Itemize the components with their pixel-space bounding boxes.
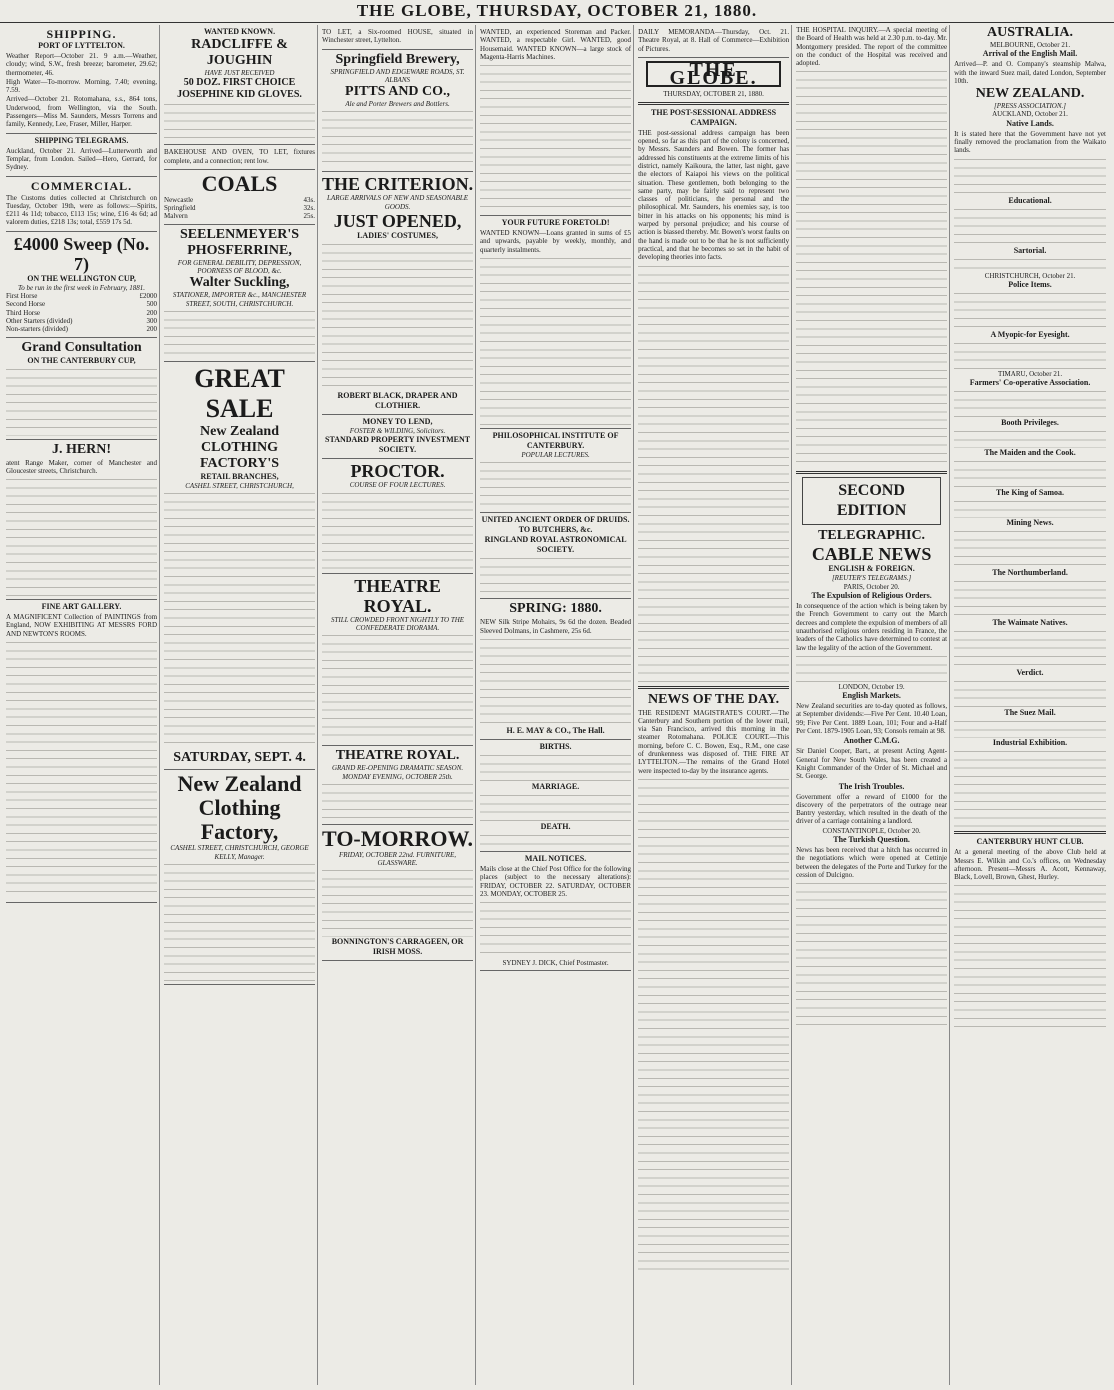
telegrams-heading: SHIPPING TELEGRAMS. [34, 135, 129, 145]
sale-sub1: New Zealand [200, 423, 279, 439]
memoranda-text: DAILY MEMORANDA—Thursday, Oct. 21. Theatre Royal, at 8. Hall of Commerce—Exhibition of Pictures. [638, 28, 790, 53]
london-dateline: LONDON, October 19. [838, 682, 905, 691]
prize-row [6, 292, 157, 300]
philosophical-advert [480, 429, 631, 513]
sale-sub4: CASHEL STREET, CHRISTCHURCH, [185, 481, 294, 490]
column-body-text [796, 880, 947, 1030]
prize-value: £2000 [139, 292, 158, 301]
australia-title: AUSTRALIA. [987, 25, 1074, 40]
great-sale-advert [164, 362, 315, 770]
brewery-advert [322, 50, 473, 173]
radcliffe-title: RADCLIFFE & JOUGHIN [191, 37, 288, 68]
notice-body-text [480, 832, 631, 848]
column-body-text [954, 156, 1106, 196]
advert-body-text [164, 101, 315, 141]
prize-list [6, 292, 157, 333]
phil-title: PHILOSOPHICAL INSTITUTE OF CANTERBURY. [492, 431, 619, 451]
death-title: DEATH. [540, 821, 571, 831]
prize-value: 500 [146, 300, 158, 309]
paper-title: THE GLOBE. [646, 61, 781, 88]
hunt-title: CANTERBURY HUNT CLUB. [976, 837, 1084, 847]
advert-body-text [480, 636, 631, 726]
hunt-text: At a general meeting of the above Club held at Messrs E. Wilkin and Co.'s offices, on Wednesday afternoon. Present—Messrs A. Acott, Kennaway, Black, Lovell, Brown, Ghest, Hurley. [954, 848, 1106, 882]
news-title: NEWS OF THE DAY. [647, 691, 780, 707]
melbourne-text: Arrived—P. and O. Company's steamship Malwa, with the inward Suez mail, dated London, September 10th. [954, 60, 1106, 85]
prize-value: 200 [146, 308, 158, 317]
wanted-ads [480, 25, 631, 216]
coal-label: Newcastle [164, 195, 194, 204]
native-title: Native Lands. [1006, 118, 1054, 128]
commercial-text: The Customs duties collected at Christchurch on Tuesday, October 19th, were as follows:—Spirits, £211 4s 11d; tobacco, £113 15s; wine, £16 4s 6d; ad valorem duties, £218 13s; total, £559 17s 5d. [6, 193, 158, 227]
divider [954, 831, 1106, 834]
consultation-advert [6, 338, 157, 440]
wanted-known: WANTED KNOWN. [203, 27, 276, 36]
hospital-text: THE HOSPITAL INQUIRY.—A special meeting of the Board of Health was held at 2.30 p.m. to-day. Mr. Montgomery presided. The report of the committee on the conduct of the Hospital was received and adopted. [796, 26, 948, 68]
prize-value: 300 [146, 316, 158, 325]
phil-sub: POPULAR LECTURES. [521, 451, 590, 460]
brewery-title: Springfield Brewery, [335, 51, 460, 67]
prize-row [6, 300, 157, 308]
const-title: The Turkish Question. [833, 835, 910, 845]
const-text: News has been received that a hitch has occurred in the negotiations which were opened at Cettinje between the delegates of the Porte and Turkey for the cession of Dulcigno. [796, 846, 948, 879]
high-water: High Water—To-morrow. Morning, 7.40; evening, 7.59. [6, 77, 158, 95]
advert-body-text [6, 366, 157, 436]
sweep-sub: ON THE WELLINGTON CUP, [27, 273, 136, 283]
sweep-note: To be run in the first week in February, 1881. [17, 283, 146, 292]
radcliffe-big: 50 DOZ. FIRST CHOICE JOSEPHINE KID GLOVES. [177, 77, 302, 101]
coal-row [164, 212, 315, 220]
column-body-text [954, 578, 1106, 618]
column-body-text [954, 528, 1106, 568]
bakehouse-text: BAKEHOUSE AND OVEN, TO LET, fixtures complete, and a connection; rent low. [164, 148, 316, 165]
criterion-title: THE CRITERION. [322, 174, 474, 195]
advert-body-text [322, 490, 473, 570]
native-text: It is stated here that the Government have not yet finally removed the proclamation from the Waikato lands. [954, 129, 1106, 155]
druids-advert [480, 513, 631, 599]
theatre2-sub: GRAND RE-OPENING DRAMATIC SEASON. MONDAY EVENING, OCTOBER 25th. [331, 764, 464, 781]
advert-body-text [322, 781, 473, 821]
sale-title: GREAT SALE [194, 363, 285, 423]
prize-label: Non-starters (divided) [6, 325, 69, 334]
gallery-advert [6, 600, 157, 903]
shipping-section [6, 25, 157, 134]
bakehouse-advert [164, 145, 315, 170]
column-1 [6, 25, 160, 1385]
prize-label: Third Horse [6, 308, 41, 317]
farmers-title: Farmers' Co-operative Association. [969, 378, 1091, 388]
coals-title: COALS [201, 170, 278, 196]
advert-body-text [480, 459, 631, 509]
memoranda [638, 25, 789, 58]
marriage-title: MARRIAGE. [531, 781, 580, 791]
advert-body-text [322, 632, 473, 742]
irish-text: Government offer a reward of £1000 for the discovery of the perpetrators of the outrage near Bantry yesterday, which resulted in the death of the driver of a carriage containing a landlord. [796, 792, 948, 826]
mail-title: MAIL NOTICES. [524, 853, 587, 863]
masthead: THE GLOBE, THURSDAY, OCTOBER 21, 1880. [0, 0, 1114, 23]
money-title: MONEY TO LEND, [362, 417, 433, 427]
ringland-title: RINGLAND ROYAL ASTRONOMICAL SOCIETY. [484, 535, 627, 555]
theatre2-title: THEATRE ROYAL. [335, 748, 460, 764]
verdict-title: Verdict. [1016, 668, 1044, 678]
industrial-title: Industrial Exhibition. [992, 738, 1068, 748]
foster-text: FOSTER & WILDING, Solicitors. [349, 427, 446, 436]
butchers-title: TO BUTCHERS, &c. [518, 525, 593, 535]
opened-title: JUST OPENED, [333, 211, 462, 232]
consultation-title: Grand Consultation [21, 339, 142, 355]
sweep-advert [6, 232, 157, 338]
hern-text: atent Range Maker, corner of Manchester and Gloucester streets, Christchurch. [6, 458, 158, 475]
phosferrine-advert [164, 225, 315, 362]
article-text: THE post-sessional address campaign has been opened, so far as this part of the colony is concerned, by Messrs. Saunders and Bowen. The former has addressed his constituents at the extreme limits of his district, namely Kaikoura, the latter, last night, gave the electors of Kaiapoi his views on the political situation. These gentlemen, both belonging to the same party, may be fairly said to represent two classes of politicians, the personal and the philosophical. Mr. Saunders, his enemies say, is too bitter in his attacks on his opponents; his mind is warped by personal prejudice; and his course of action is biassed thereby. Mr. Bowen's worst faults on the hand is made out to be that he is not sufficiently practical, and that he becomes so set in the habit of developing theories into facts. [638, 128, 790, 262]
samoa-title: The King of Samoa. [996, 488, 1065, 498]
clothing-factory-advert [164, 770, 315, 985]
column-body-text [954, 428, 1106, 448]
wanted-text: WANTED, an experienced Storeman and Packer. WANTED, a respectable Girl. WANTED, good Housemaid. WANTED KNOWN—a large stock of Magenta-Harris Machines. [480, 28, 632, 61]
radcliffe-sub: HAVE JUST RECEIVED [204, 69, 275, 77]
column-body-text [954, 718, 1106, 738]
advert-body-text [164, 308, 315, 358]
paris-dateline: PARIS, October 20. [843, 582, 900, 591]
police-title: Police Items. [1008, 279, 1052, 289]
factory-sub: CASHEL STREET, CHRISTCHURCH, GEORGE KELLY, Manager. [170, 844, 309, 861]
telegraphic-title: TELEGRAPHIC. [818, 528, 926, 544]
prize-label: First Horse [6, 292, 38, 301]
proctor-advert [322, 459, 473, 573]
myopic-title: A Myopic-for Eyesight. [990, 329, 1070, 339]
reuters-line: [REUTER'S TELEGRAMS.] [831, 574, 912, 583]
column-body-text [954, 458, 1106, 488]
proctor-sub: COURSE OF FOUR LECTURES. [349, 481, 446, 490]
column-body-text [796, 68, 947, 468]
port-heading: PORT OF LYTTELTON. [38, 41, 125, 50]
notices-section [480, 740, 631, 852]
advert-body-text [480, 255, 631, 425]
prize-label: Second Horse [6, 300, 46, 309]
second-edition-box [802, 477, 941, 525]
pitts-text: Ale and Porter Brewers and Bottlers. [345, 100, 450, 109]
druids-title: UNITED ANCIENT ORDER OF DRUIDS. [481, 515, 630, 525]
advert-body-text [164, 861, 315, 981]
foretold-title: YOUR FUTURE FORETOLD! [501, 218, 610, 228]
column-body-text [954, 290, 1106, 330]
sale-sub3: RETAIL BRANCHES, [200, 471, 279, 481]
hern-title: J. HERN! [51, 441, 112, 457]
column-3 [322, 25, 476, 1385]
draper-title: ROBERT BLACK, DRAPER AND CLOTHIER. [337, 391, 458, 411]
coal-label: Springfield [164, 204, 196, 213]
paper-date: THURSDAY, OCTOBER 21, 1880. [663, 90, 764, 99]
criterion-advert [322, 172, 473, 415]
coal-price: 43s. [303, 195, 316, 204]
tomorrow-title: TO-MORROW. [322, 825, 474, 851]
shipping-heading: SHIPPING. [46, 27, 117, 41]
column-body-text [954, 498, 1106, 518]
gallery-text: A MAGNIFICENT Collection of PAINTINGS from England, NOW EXHIBITING AT MESSRS FORD AND NEWTON'S ROOMS. [6, 613, 158, 638]
column-5 [638, 25, 792, 1385]
suez-title: The Suez Mail. [1004, 708, 1056, 718]
press-assoc: [PRESS ASSOCIATION.] [994, 102, 1066, 111]
coal-price: 25s. [303, 212, 316, 221]
column-body-text [954, 628, 1106, 668]
cmg-text: Sir Daniel Cooper, Bart., at present Acting Agent-General for New South Wales, has been created a Knight Commander of the Order of St. Michael and St. George. [796, 747, 948, 781]
births-title: BIRTHS. [539, 741, 572, 751]
spring-title: SPRING: 1880. [509, 601, 602, 617]
column-body-text [954, 748, 1106, 828]
radcliffe-advert [164, 25, 315, 145]
article-body-text [638, 263, 789, 683]
column-6 [796, 25, 950, 1385]
coal-row [164, 196, 315, 204]
phosferrine-title: SEELENMEYER'S PHOSFERRINE, [180, 226, 300, 258]
melbourne-dateline: MELBOURNE, October 21. [989, 41, 1071, 49]
sweep-title: £4000 Sweep (No. 7) [13, 233, 150, 274]
prize-row [6, 317, 157, 325]
irish-title: The Irish Troubles. [838, 781, 905, 791]
column-body-text [796, 653, 947, 683]
notice-body-text [480, 899, 631, 959]
theatre-sub: STILL CROWDED FRONT NIGHTLY TO THE CONFEDERATE DIORAMA. [330, 615, 465, 632]
telegrams-text: Auckland, October 21. Arrived—Lutterworth and Templar, from London. Sailed—Hero, Gerrard, for Sydney. [6, 146, 158, 172]
suckling-title: Walter Suckling, [189, 275, 290, 291]
suckling-sub: STATIONER, IMPORTER &c., MANCHESTER STREET, SOUTH, CHRISTCHURCH. [172, 291, 307, 308]
shipping-telegrams [6, 134, 157, 177]
notice-body-text [480, 752, 631, 782]
coal-price: 32s. [303, 204, 316, 213]
commercial-section [6, 177, 157, 232]
commercial-heading: COMMERCIAL. [30, 178, 133, 193]
auckland-dateline: AUCKLAND, October 21. [992, 110, 1068, 119]
proctor-title: PROCTOR. [350, 461, 445, 482]
spring-advert [480, 599, 631, 740]
foretold-advert [480, 216, 631, 429]
second-edition-title: SECOND EDITION [836, 482, 907, 520]
divider [638, 102, 789, 105]
factory-title: New Zealand Clothing Factory, [177, 771, 302, 845]
theatre-advert [322, 574, 473, 747]
advert-body-text [6, 476, 157, 596]
coal-label: Malvern [164, 212, 188, 221]
hmay-title: H. E. MAY & CO., The Hall. [506, 725, 605, 735]
coal-row [164, 204, 315, 212]
advert-body-text [480, 555, 631, 595]
divider [796, 471, 947, 474]
prize-row [6, 309, 157, 317]
theatre2-advert [322, 746, 473, 825]
coals-advert [164, 170, 315, 225]
advert-body-text [322, 241, 473, 391]
notice-body-text [480, 792, 631, 822]
maiden-title: The Maiden and the Cook. [984, 448, 1076, 458]
northumberland-title: The Northumberland. [992, 568, 1068, 578]
brewery-sub: SPRINGFIELD AND EDGEWARE ROADS, ST. ALBANS [330, 67, 465, 84]
paris-text: In consequence of the action which is being taken by the French Government to carry out the March decrees and complete the expulsion of members of all unauthorised religious orders residing in France, the leaders of the Catholics have determined to contest at law the legality of the action of the Government. [796, 602, 948, 652]
const-dateline: CONSTANTINOPLE, October 20. [822, 826, 921, 835]
mail-text: Mails close at the Chief Post Office for the following places (subject to the necessary alterations): FRIDAY, OCTOBER 22. SATURDAY, OCTOBER 23. MONDAY, OCTOBER 25. [480, 864, 632, 898]
sale-date: SATURDAY, SEPT. 4. [173, 750, 306, 766]
advert-body-text [480, 62, 631, 212]
standard-title: STANDARD PROPERTY INVESTMENT SOCIETY. [325, 435, 471, 455]
tomorrow-sub: FRIDAY, OCTOBER 22nd. FURNITURE, GLASSWARE. [339, 850, 457, 868]
bonnington-title: BONNINGTON'S CARRAGEEN, OR IRISH MOSS. [331, 937, 464, 957]
sartorial-title: Sartorial. [1013, 245, 1047, 255]
column-body-text [954, 206, 1106, 246]
sale-sub2: CLOTHING FACTORY'S [199, 439, 280, 471]
christchurch-dateline: CHRISTCHURCH, October 21. [984, 271, 1076, 280]
column-body-text [954, 678, 1106, 708]
edu-title: Educational. [1008, 195, 1052, 205]
paris-title: The Expulsion of Religious Orders. [811, 591, 932, 601]
spring-text: NEW Silk Stripe Mohairs, 9s 6d the dozen. Beaded Sleeved Dolmans, in Cashmere, 25s 6d. [480, 618, 632, 635]
auction-advert [322, 825, 473, 962]
nz-title: NEW ZEALAND. [975, 86, 1085, 102]
news-body-text [638, 776, 789, 1276]
waimate-title: The Waimate Natives. [992, 618, 1068, 628]
weather-report: Weather Report—October 21. 9 a.m.—Weather, cloudy; wind, S.W., fresh breeze; barometer, 29.62; thermometer, 46. [6, 52, 158, 77]
column-body-text [954, 340, 1106, 370]
column-body-text [954, 388, 1106, 418]
advert-body-text [322, 867, 473, 937]
markets-text: New Zealand securities are to-day quoted as follows, at September dividends:—Five Per Cent. 10.40 Loan, 99; Five Per Cent. 1889 Loan, 101; Four and a-Half Per Cent. 1879-1905 Loan, 93; Consols remain at 98. [796, 702, 948, 736]
advert-body-text [6, 639, 157, 899]
cable-sub: ENGLISH & FOREIGN. [828, 564, 915, 574]
columns [6, 25, 1108, 1385]
cmg-title: Another C.M.G. [843, 736, 900, 746]
column-body-text [954, 256, 1106, 272]
loans-text: WANTED KNOWN—Loans granted in sums of £5 and upwards, payable by weekly, monthly, and quarterly instalments. [480, 229, 632, 254]
theatre-title: THEATRE ROYAL. [354, 575, 441, 616]
article-title: THE POST-SESSIONAL ADDRESS CAMPAIGN. [651, 107, 777, 127]
column-2 [164, 25, 318, 1385]
prize-value: 200 [146, 325, 158, 334]
pitts-title: PITTS AND CO., [345, 84, 451, 100]
cable-title: CABLE NEWS [811, 544, 932, 565]
divider [638, 686, 789, 689]
column-body-text [954, 882, 1106, 1032]
prize-row [6, 325, 157, 333]
hern-advert [6, 440, 157, 601]
timaru-dateline: TIMARU, October 21. [997, 369, 1063, 378]
markets-title: English Markets. [842, 691, 901, 701]
to-let-advert [322, 25, 473, 50]
prize-label: Other Starters (divided) [6, 316, 73, 325]
column-4 [480, 25, 634, 1385]
postmaster-signature: SYDNEY J. DICK, Chief Postmaster. [502, 959, 609, 968]
advert-body-text [164, 490, 315, 750]
advert-body-text [322, 108, 473, 168]
mining-title: Mining News. [1006, 518, 1054, 528]
gallery-title: FINE ART GALLERY. [41, 602, 122, 612]
to-let-text: TO LET, a Six-roomed HOUSE, situated in Winchester street, Lyttelton. [322, 28, 474, 45]
news-text: THE RESIDENT MAGISTRATE'S COURT.—The Canterbury and Southern portion of the lower mail, via San Francisco, arrived this morning in the steamer Rotomahana. POLICE COURT.—This morning, before C. C. Bowen, Esq., R.M., one case of drunkenness was disposed of. THE FIRE AT LYTTELTON.—The remains of the Grand Hotel were inspected to-day by the insurance agents. [638, 708, 790, 775]
column-7 [954, 25, 1108, 1385]
arrived-text: Arrived—October 21. Rotomahana, s.s., 864 tons, Underwood, from Wellington, via the South. Passengers—Miss M. Saunders, Messrs Torrens and family, Kennedy, Lee, Fraser, Miller, Harper. [6, 95, 158, 129]
money-advert [322, 415, 473, 459]
criterion-sub: LARGE ARRIVALS OF NEW AND SEASONABLE GOODS. [327, 194, 469, 211]
melbourne-title: Arrival of the English Mail. [982, 49, 1078, 59]
mail-notices [480, 852, 631, 971]
booth-title: Booth Privileges. [1001, 418, 1059, 428]
ladies-title: LADIES' COSTUMES, [357, 231, 438, 241]
consultation-sub: ON THE CANTERBURY CUP, [27, 355, 136, 365]
phosferrine-sub: FOR GENERAL DEBILITY, DEPRESSION, POORNESS OF BLOOD, &c. [177, 258, 302, 276]
